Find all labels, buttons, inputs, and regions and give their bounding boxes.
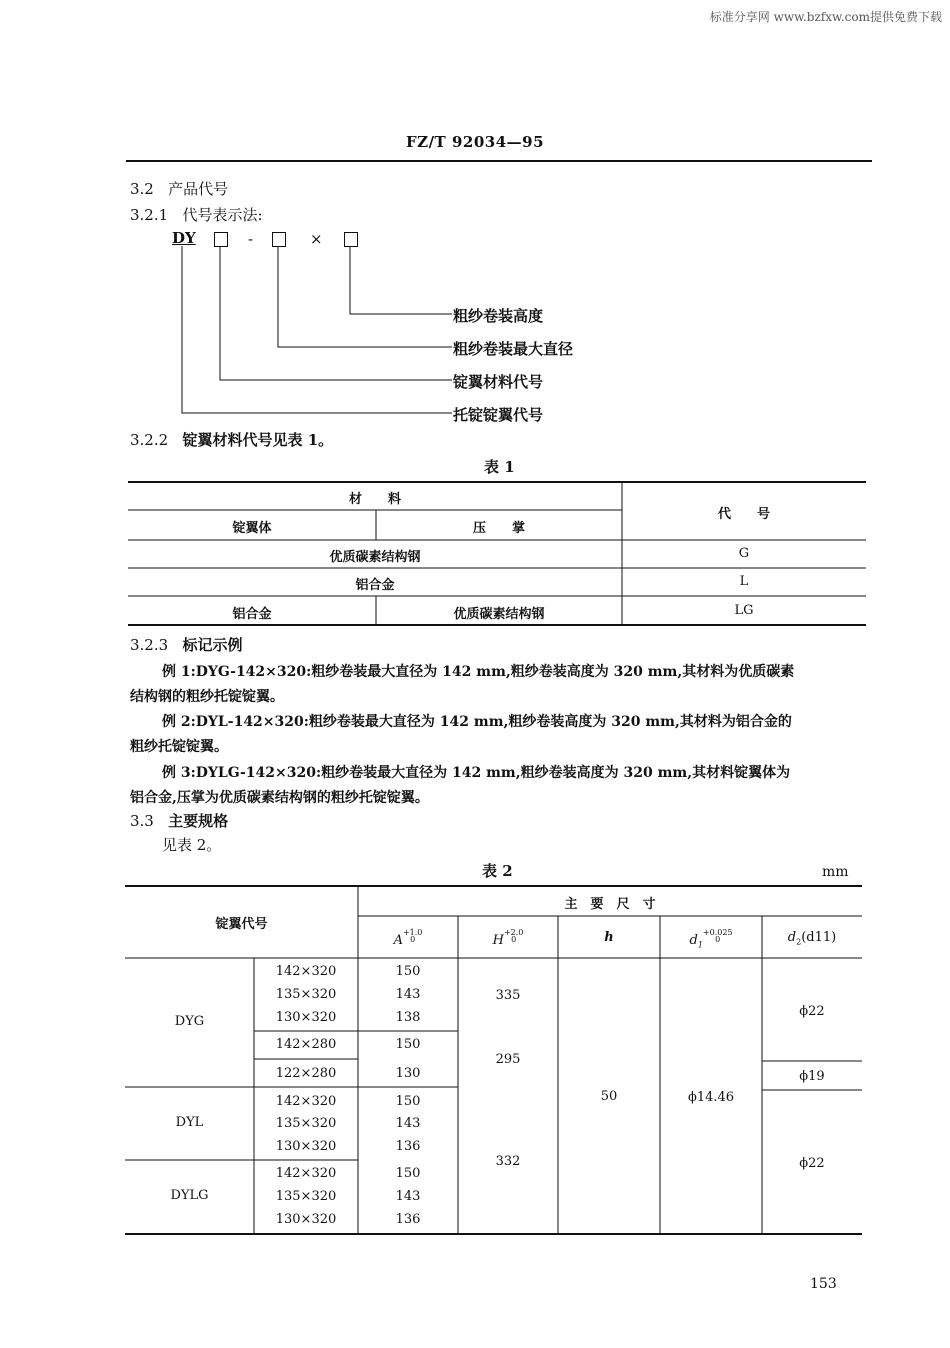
code-dash: -: [248, 230, 254, 248]
table2-code-dylg: DYLG: [170, 1188, 209, 1203]
watermark-text: 标准分享网 www.bzfxw.com提供免费下载: [709, 10, 942, 24]
code-times: ×: [310, 230, 323, 248]
table2-unit: mm: [822, 864, 849, 880]
table2-A: 150: [395, 1166, 421, 1181]
table1-row3-press: 优质碳素结构钢: [453, 607, 545, 622]
section-3-2-1: 3.2.1 代号表示法:: [130, 206, 263, 224]
table2-A: 150: [395, 1037, 421, 1052]
section-3-2-2: 3.2.2 锭翼材料代号见表 1。: [130, 431, 334, 449]
table1-header-material: 材 料: [348, 492, 401, 507]
table1-row1-code: G: [738, 546, 750, 561]
table2-spec: 135×320: [275, 1189, 337, 1204]
table2-spec: 130×320: [275, 1139, 337, 1154]
table2-header-h: h: [604, 930, 614, 945]
table2-h-value: 50: [600, 1089, 618, 1104]
table2-A: 130: [395, 1066, 421, 1081]
table1-caption: 表 1: [484, 458, 515, 476]
example3-line1: 例 3:DYLG-142×320:粗纱卷装最大直径为 142 mm,粗纱卷装高度为 320 mm,其材料锭翼体为: [162, 765, 791, 781]
table2-A: 150: [395, 1094, 421, 1109]
table2-H: 295: [495, 1052, 521, 1067]
table2-spec: 122×280: [275, 1066, 337, 1081]
label-package-height: 粗纱卷装高度: [453, 307, 544, 325]
table2-spec: 142×280: [275, 1037, 337, 1052]
table2-A: 143: [395, 1189, 421, 1204]
table1-row2-material: 铝合金: [355, 578, 395, 593]
code-prefix: DY: [172, 229, 196, 247]
standard-number: FZ/T 92034—95: [405, 133, 545, 151]
label-material-code: 锭翼材料代号: [453, 373, 544, 391]
table1-row2-code: L: [739, 574, 749, 589]
section-3-2: 3.2 产品代号: [130, 180, 229, 198]
label-flyer-code: 托锭锭翼代号: [453, 406, 544, 424]
table2-A: 136: [395, 1212, 421, 1227]
see-table2: 见表 2。: [162, 836, 222, 854]
table1-row1-material: 优质碳素结构钢: [329, 550, 421, 565]
table2-H: 335: [495, 988, 521, 1003]
table2-A: 143: [395, 1116, 421, 1131]
table2-header-d1: $d_1+0.025$ 0: [689, 928, 733, 950]
table2-A: 138: [395, 1010, 421, 1025]
table1-header-code: 代 号: [717, 507, 770, 522]
table2-A: 136: [395, 1139, 421, 1154]
table2-spec: 135×320: [275, 987, 337, 1002]
table1-header-press: 压 掌: [472, 521, 525, 536]
table2-A: 143: [395, 987, 421, 1002]
table2-spec: 130×320: [275, 1212, 337, 1227]
table2-header-code: 锭翼代号: [215, 917, 268, 932]
example1-line1: 例 1:DYG-142×320:粗纱卷装最大直径为 142 mm,粗纱卷装高度为 320 mm,其材料为优质碳素: [162, 664, 795, 680]
table2-A: 150: [395, 964, 421, 979]
table2-header-A: A+1.0 0: [393, 928, 423, 948]
table2-d1-value: ϕ14.46: [687, 1090, 735, 1105]
example1-line2: 结构钢的粗纱托锭锭翼。: [130, 689, 284, 705]
table2-d2-value: ϕ19: [799, 1069, 825, 1084]
table2-d2-value: ϕ22: [799, 1156, 825, 1171]
section-3-3: 3.3 主要规格: [130, 812, 229, 830]
table2-header-main: 主 要 尺 寸: [564, 897, 656, 912]
label-package-diameter: 粗纱卷装最大直径: [453, 340, 574, 358]
table2-spec: 130×320: [275, 1010, 337, 1025]
table2-header-H: H+2.0 0: [492, 928, 524, 948]
table2-spec: 135×320: [275, 1116, 337, 1131]
table2-header-d2: $d_2(d11)$: [787, 930, 837, 947]
table2-code-dyl: DYL: [175, 1115, 204, 1130]
page-number: 153: [810, 1276, 837, 1292]
table1-row3-body: 铝合金: [232, 607, 272, 622]
example2-line1: 例 2:DYL-142×320:粗纱卷装最大直径为 142 mm,粗纱卷装高度为 320 mm,其材料为铝合金的: [162, 714, 792, 730]
example3-line2: 铝合金,压掌为优质碳素结构钢的粗纱托锭锭翼。: [130, 790, 429, 806]
table1-row3-code: LG: [734, 603, 754, 618]
table2-spec: 142×320: [275, 1166, 337, 1181]
table1-header-body: 锭翼体: [232, 521, 272, 536]
table2-spec: 142×320: [275, 964, 337, 979]
table2-spec: 142×320: [275, 1094, 337, 1109]
table2-code-dyg: DYG: [174, 1014, 205, 1029]
table2-d2-value: ϕ22: [799, 1004, 825, 1019]
table2-H-shared: 332: [495, 1154, 521, 1169]
section-3-2-3: 3.2.3 标记示例: [130, 636, 243, 654]
table2-caption: 表 2: [482, 862, 513, 880]
example2-line2: 粗纱托锭锭翼。: [130, 739, 228, 755]
